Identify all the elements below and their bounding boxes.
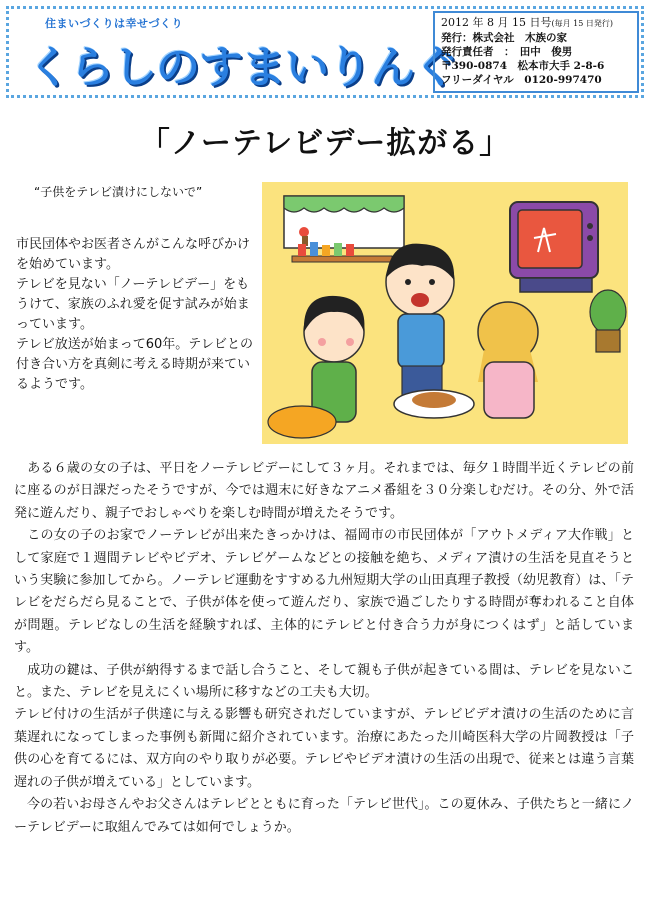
issue-date-line: [441, 16, 631, 31]
article-title: 「ノーテレビデー拡がる」: [139, 126, 511, 161]
body-paragraph: ある６歳の女の子は、平日をノーテレビデーにして３ヶ月。それまでは、毎夕１時間半近くテレビの前に座るのが日課だったそうですが、今では週末に好きなアニメ番組を３０分楽しむだけ。その分、外で活発に遊んだり、親子でおしゃべりを楽しむ時間が増えたそうです。: [14, 461, 634, 521]
issue-note: (毎月 15 日発行): [551, 19, 613, 28]
intro-text: [16, 235, 256, 395]
issue-date: 2012 年 8 月 15 日号: [441, 16, 552, 29]
masthead-tagline: 住まいづくりは幸せづくり: [45, 17, 183, 30]
body-paragraph: 成功の鍵は、子供が納得するまで話し合うこと、そして親も子供が起きている間は、テレビを見ないこと。また、テレビを見えにくい場所に移すなどの工夫も大切。: [14, 662, 634, 701]
address: 〒390-0874 松本市大手 2-8-6: [441, 60, 605, 72]
editor: 発行責任者 ： 田中 俊男: [441, 46, 573, 58]
publisher: 発行：株式会社 木族の家: [441, 32, 567, 44]
masthead: [6, 6, 644, 98]
family-tv-illustration: [262, 182, 628, 444]
body-paragraph: テレビ付けの生活が子供達に与える影響も研究されだしていますが、テレビビデオ漬けの生活のために言葉遅れになってしまった事例も新聞に紹介されています。治療にあたった川崎医科大学の片岡教授は「子供の心を育てるには、双方向のやり取りが必要。テレビやビデオ漬けの生活の出現で、従来とは違う言葉遅れの子供が増えている」としています。: [14, 707, 634, 790]
issue-info-box: [433, 11, 639, 93]
intro-line: テレビ放送が始まって60年。テレビとの付き合い方を真剣に考える時期が来ているようです。: [16, 337, 254, 392]
article-body: [14, 458, 634, 839]
body-paragraph: この女の子のお家でノーテレビが出来たきっかけは、福岡市の市民団体が「アウトメディア大作戦」として家庭で１週間テレビやビデオ、テレビゲームなどとの接触を絶ち、メディア漬けの生活を見直そうという実験に参加してから。ノーテレビ運動をすすめる九州短期大学の山田真理子教授（幼児教育）は、「テレビをだらだら見ることで、子供が体を使って遊んだり、家族で過ごしたりする時間が奪われること自体が問題。テレビなしの生活を経験すれば、主体的にテレビと付き合う力が身につくはず」と話しています。: [14, 528, 634, 656]
newsletter-logo: くらしのすまいりんぐ: [27, 42, 457, 93]
intro-line: 市民団体やお医者さんがこんな呼びかけを始めています。: [16, 237, 251, 272]
article-quote: “子供をテレビ漬けにしないで”: [34, 185, 203, 199]
body-paragraph: 今の若いお母さんやお父さんはテレビとともに育った「テレビ世代」。この夏休み、子供たちと一緒にノーテレビデーに取組んでみては如何でしょうか。: [14, 797, 634, 835]
phone: フリーダイヤル 0120-997470: [441, 74, 602, 86]
intro-line: テレビを見ない「ノーテレビデー」をもうけて、家族のふれ愛を促す試みが始まっています。: [16, 277, 250, 332]
